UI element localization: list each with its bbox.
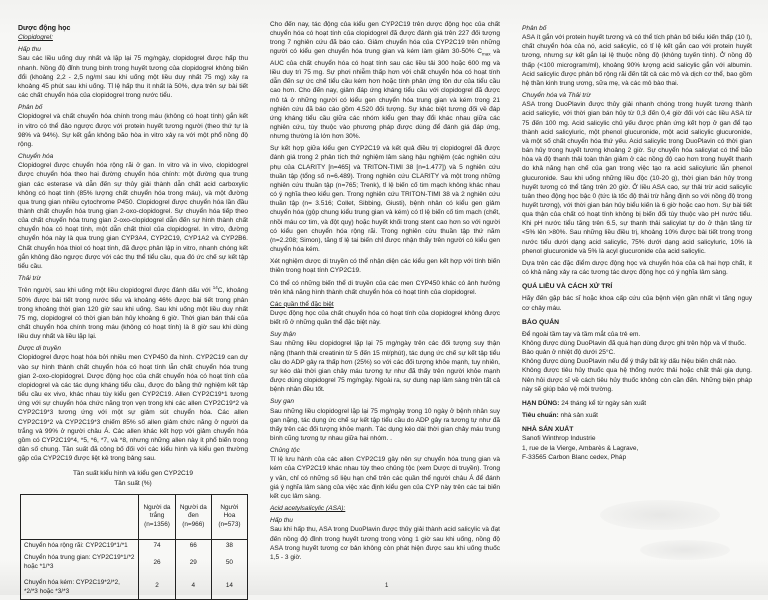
hepatic-text: Sau những liều clopidogrel lặp lại 75 mg/ngày trong 10 ngày ở bệnh nhân suy gan nặng, tác dụng ức chế sự kết tập tiểu cầu do ADP gây ra tương tự như đã thấy trên các đối tượng khỏe mạnh. Tác dụng kéo dài thời gian chảy máu trung bình cũng tương tự nhau giữa hai nhóm. . bbox=[270, 407, 500, 443]
absorption-text: Sau các liều uống duy nhất và lặp lại 75 mg/ngày, clopidogrel được hấp thu nhanh. Nồng độ đỉnh trung bình trong huyết tương của clopidogrel không biến đổi (khoảng 2,2 - 2,5 ng/ml sau khi uống một liều duy nhất 75 mg) xảy ra khoảng 45 phút sau khi uống. Tỉ lệ hấp thu ít nhất là 50%, dựa trên sự bài tiết các chất chuyển hóa của clopidogrel trong nước tiểu. bbox=[18, 55, 248, 100]
renal-heading: Suy thận bbox=[270, 331, 296, 339]
elimination-text-pre: Trên người, sau khi uống một liều clopidogrel được đánh dấu với bbox=[18, 287, 213, 295]
manufacturer-heading: NHÀ SẢN XUẤT bbox=[522, 426, 574, 434]
table-title: Tần suất kiểu hình và kiểu gen CYP2C19 bbox=[72, 470, 194, 478]
elimination-heading: Thải trừ bbox=[18, 275, 41, 283]
overdose-heading: QUÁ LIỀU VÀ CÁCH XỬ TRÍ bbox=[522, 283, 613, 291]
elimination-text bbox=[18, 283, 248, 341]
cell-value: 38 bbox=[211, 539, 247, 552]
distribution-text: Clopidogrel và chất chuyển hóa chính trong máu (không có hoạt tính) gắn kết in vitro có thể đảo ngược được với protein huyết tương người (theo thứ tự là 98% và 94%). Sự kết gắn không bão hòa in vitro xảy ra với một phổ nồng độ rộng. bbox=[18, 113, 248, 148]
paper-smudge bbox=[640, 540, 730, 560]
text-span: Cho đến nay, tác động của kiểu gen CYP2C19 trên dược động học của chất chuyển hóa có hoạt tính của clopidogrel đã được đánh giá trên 227 đối tượng trong 7 nghiên cứu đã báo cáo. Giảm chuyển hóa của CYP2C19 trên những người có kiểu gen chuyển hóa trung gian và kém làm giảm 30-50% C bbox=[270, 21, 500, 56]
cell-value: 2 bbox=[139, 573, 176, 599]
elimination-text-post: C, khoảng 50% được bài tiết trong nước tiểu và khoảng 46% được bài tiết trong phân trong khoảng thời gian 120 giờ sau khi uống. Sau khi uống một liều duy nhất 75 mg, clopidogrel có thời gian bán hủy khoảng 6 giờ. Thời gian bán thải của chất chuyển hóa chính trong máu (không có hoạt tính) là 8 giờ sau khi dùng liều duy nhất và liều lặp lại. bbox=[18, 287, 248, 341]
expiry-label: HẠN DÙNG: bbox=[522, 399, 560, 407]
section-title: Dược động học bbox=[18, 25, 71, 32]
interaction-conclusion-text: Dựa trên các đặc điểm dược động học và chuyển hóa của cả hai hợp chất, ít có khả năng xảy ra các tương tác dược động học có ý nghĩa lâm sàng. bbox=[522, 259, 752, 277]
manufacturer-line: 1, rue de la Vierge, Ambarès & Lagrave, bbox=[522, 444, 639, 452]
page-number: 1 bbox=[385, 583, 389, 589]
race-heading: Chủng tộc bbox=[270, 447, 300, 455]
genetic-variants-text: Có thể có những biến thể di truyền của các men CYP450 khác có ảnh hưởng trên khả năng hình thành chất chuyển hóa có hoạt tính của clopidogrel. bbox=[270, 279, 500, 296]
storage-line: Bảo quản ở nhiệt độ dưới 25°C. bbox=[522, 349, 616, 357]
cmax-subscript: max bbox=[481, 51, 491, 57]
table-header-cell: Người da đen (n=966) bbox=[175, 494, 211, 539]
absorption-heading: Hấp thu bbox=[18, 46, 41, 54]
genetic-testing-text: Xét nghiệm dược di truyền có thể nhận diện các kiểu gen kết hợp với tính biến thiên trong hoạt tính CYP2C19. bbox=[270, 258, 500, 275]
table-header-cell: Người Hoa (n=573) bbox=[211, 494, 247, 539]
expiry-line bbox=[522, 399, 752, 408]
isotope-superscript: 14 bbox=[212, 285, 218, 291]
asa-heading: Acid acetylsalicylic (ASA): bbox=[270, 505, 346, 513]
pharmacogenetics-heading: Dược di truyền bbox=[18, 345, 62, 353]
asa-metabolism-text: ASA trong DuoPlavin được thủy giải nhanh chóng trong huyết tương thành acid salicylic, với thời gian bán hủy từ 0,3 đến 0,4 giờ đối với các liều ASA từ 75 đến 100 mg. Acid salicylic chủ yếu được phản ứng kết hợp ở gan để tạo thành acid salicyluric, một phenol glucuronide, một acid salicylic glucuronide, và một số chất chuyển hóa thứ yếu. Acid salicylic trong DuoPlavin có thời gian bán hủy trong huyết tương khoảng 2 giờ. Sự chuyển hóa salicylat có thể bão hòa và độ thanh thải toàn thân giảm ở các nồng độ cao hơn trong huyết thanh do khả năng hạn chế của gan trong việc tạo ra acid salicyluric lẫn phenol glucuronide. Sau khi uống những liều độc (10-20 g), thời gian bán hủy trong huyết tương có thể tăng trên 20 giờ. Ở liều ASA cao, sự thải trừ acid salicylic tuân theo động học bậc 0 (tức là tốc độ thải trừ hằng định so với nồng độ trong huyết tương), với thời gian bán hủy biểu kiến là 6 giờ hoặc cao hơn. Sự bài tiết qua thận của chất có hoạt tính không bị biến đổi tùy thuộc vào pH nước tiểu. Khi pH nước tiểu tăng trên 6.5, sự thanh thải salicylat tự do ở thận tăng từ <5% lên >80%. Sau những liều điều trị, khoảng 10% được bài tiết trong trong nước tiểu dưới dạng acid salicylic, 75% dưới dạng acid salicyluric, 10% là phenol glucuronide và 5% là acyl glucuronide của acid salicylic. bbox=[522, 101, 752, 255]
special-populations-text: Dược động học của chất chuyển hóa có hoạt tính của clopidogrel không được biết rõ ở những quần thể đặc biệt này. bbox=[270, 309, 500, 327]
overdose-text: Hãy đến gặp bác sĩ hoặc khoa cấp cứu của bệnh viện gần nhất vì tăng nguy cơ chảy máu. bbox=[522, 295, 752, 312]
storage-line: Không được tiêu hủy thuốc qua hệ thống nước thải hoặc chất thải gia dụng. Nên hỏi dược sĩ về cách tiêu hủy thuốc không còn cần đến. Những biện pháp này sẽ giúp bảo vệ môi trường. bbox=[522, 367, 752, 393]
expiry-value: 24 tháng kể từ ngày sản xuất bbox=[559, 399, 647, 407]
manufacturer-line: Sanofi Winthrop Industrie bbox=[522, 435, 596, 443]
hepatic-heading: Suy gan bbox=[270, 398, 295, 406]
asa-absorption-heading: Hấp thu bbox=[270, 517, 293, 525]
asa-distribution-text: ASA ít gắn với protein huyết tương và có thể tích phân bố biểu kiến thấp (10 l), chất chuyển hóa của nó, acid salicylic, có tỉ lệ kết gắn cao với protein huyết tương, nhưng sự kết gắn lại lệ thuộc nồng độ (không tuyến tính). Ở nồng độ thấp (<100 microgram/ml), khoảng 90% lượng acid salicylic gắn với albumin. Acid salicylic được phân bố rộng rãi đến tất cả các mô và dịch cơ thể, bao gồm hệ thần kinh trung ương, sữa mẹ, và các mô bào thai. bbox=[522, 34, 752, 87]
metabolism-heading: Chuyển hóa bbox=[18, 153, 54, 161]
table-header-cell: Người da trắng (n=1356) bbox=[139, 494, 176, 539]
cell-value: 74 bbox=[139, 539, 176, 552]
row-label: Chuyển hóa rộng rãi: CYP2C19*1/*1 bbox=[21, 539, 139, 552]
cell-value: 14 bbox=[211, 573, 247, 599]
table-subtitle: Tần suất (%) bbox=[114, 479, 152, 487]
cell-value: 66 bbox=[175, 539, 211, 552]
text-span: và AUC của chất chuyển hóa có hoạt tính sau các liều tải 300 hoặc 600 mg và liều duy trì 75 mg. Sự phơi nhiễm thấp hơn với chất chuyển hóa có hoạt tính dẫn đến sự ức chế tiểu cầu kém hơn hoặc tính phản ứng tồn dư của tiểu cầu cao hơn. Cho đến nay, giảm đáp ứng kháng tiểu cầu với clopidogrel đã được mô tả ở những người có kiểu gen chuyển hóa trung gian và kém trong 21 nghiên cứu đã báo cáo gồm 4.520 đối tượng. Sự khác biệt tương đối về đáp ứng kháng tiểu cầu giữa các nhóm kiểu gen thay đổi khác nhau giữa các nghiên cứu, tùy thuộc vào phương pháp được dùng để đánh giá đáp ứng, nhưng thường là lớn hơn 30%. bbox=[270, 48, 501, 141]
asa-metabolism-heading: Chuyển hóa và Thải trừ bbox=[522, 92, 591, 100]
row-label: Chuyển hóa trung gian: CYP2C19*1/*2 hoặc *1/*3 bbox=[21, 552, 139, 573]
storage-line: Không được dùng DuoPlavin nếu để ý thấy bất kỳ dấu hiệu biến chất nào. bbox=[522, 358, 737, 366]
manufacturer-line: F-33565 Carbon Blanc cedex, Pháp bbox=[522, 453, 627, 461]
row-label: Chuyển hóa kém: CYP2C19*2/*2, *2/*3 hoặc *3/*3 bbox=[21, 573, 139, 599]
clinical-outcome-text: Sự kết hợp giữa kiểu gen CYP2C19 và kết quả điều trị clopidogrel đã được đánh giá trong 2 phân tích thử nghiệm lâm sàng hậu nghiệm (các nghiên cứu phụ của CLARITY [n=465] và TRITON-TIMI 38 [n=1.477]) và 5 nghiên cứu thuần tập (tổng số n=6.489). Trong nghiên cứu CLARITY và một trong những nghiên cứu thuần tập (n=765; Trenk), tỉ lệ biến cố tim mạch không khác nhau có ý nghĩa theo kiểu gen. Trong nghiên cứu TRITON-TIMI 38 và 2 nghiên cứu thuần tập (n= 3.516; Collet, Sibbing, Giusti), bệnh nhân có kiểu gen giảm chuyển hóa (gộp chung kiểu trung gian và kém) có tỉ lệ biến cố tim mạch (chết, nhồi máu cơ tim, và đột quỵ) hoặc huyết khối trong stent cao hơn so với người có kiểu gen chuyển hóa rộng rãi. Trong nghiên cứu thuần tập thứ năm (n=2.208; Simon), tăng tỉ lệ tai biến chỉ được nhận thấy trên người có kiểu gen chuyển hóa kém. bbox=[270, 145, 500, 254]
cell-value: 50 bbox=[211, 552, 247, 573]
pharmacogenetics-text: Clopidogrel được hoạt hóa bởi nhiều men CYP450 đa hình. CYP2C19 can dự vào sự hình thành chất chuyển hóa có hoạt tính lẫn chất chuyển hóa trung gian 2-oxo-clopidogrel. Dược động học của chất chuyển hóa có hoạt tính của clopidogrel và các tác dụng kháng tiểu cầu, được đo bằng thử nghiệm kết tập tiểu cầu ex vivo, khác nhau tùy kiểu gen CYP2C19. Allen CYP2C19*1 tương ứng với sự chuyển hóa chức năng trọn vẹn trong khi các allen CYP2C19*2 và CYP2C19*3 tương ứng với một sự giảm sút chuyển hóa. Các allen CYP2C19*2 và CYP2C19*3 chiếm 85% số allen giảm chức năng ở người da trắng và 99% ở người châu Á. Các allen khác kết hợp với giảm chuyển hóa gồm có CYP2C19*4, *5, *6, *7, và *8, nhưng những allen này ít phổ biến trong dân số chung. Tần suất đã công bố đối với các kiểu hình và kiểu gen thường gặp của CYP2C19 được liệt kê trong bảng sau. bbox=[18, 354, 248, 463]
storage-line: Không được dùng DuoPlavin đã quá hạn dùng được ghi trên hộp và vỉ thuốc. bbox=[522, 340, 747, 347]
cell-value: 4 bbox=[175, 573, 211, 599]
table-row bbox=[21, 539, 248, 552]
table-header-row bbox=[21, 494, 248, 539]
race-text: Tỉ lệ lưu hành của các allen CYP2C19 gây nên sự chuyển hóa trung gian và kém của CYP2C19 khác nhau tùy theo chủng tộc (xem Dược di truyền). Trong y văn, chỉ có những số liệu hạn chế trên các quần thể người châu Á để đánh giá ý nghĩa lâm sàng của việc xác định kiểu gen của CYP này trên các tai biến kết cục lâm sàng. bbox=[270, 456, 500, 500]
asa-absorption-text: Sau khi hấp thu, ASA trong DuoPlavin được thủy giải thành acid salicylic và đạt đến nồng độ đỉnh trong huyết tương trong vòng 1 giờ sau khi uống, nồng độ ASA trong huyết tương cơ bản không còn phát hiện được sau khi uống thuốc 1,5 - 3 giờ. bbox=[270, 526, 500, 561]
renal-text: Sau những liều clopidogrel lặp lại 75 mg/ngày trên các đối tượng suy thận nặng (thanh thải creatinin từ 5 đến 15 ml/phút), tác dụng ức chế sự kết tập tiểu cầu do ADP gây ra thấp hơn (25%) so với các đối tượng khỏe mạnh, tuy nhiên, sự kéo dài thời gian chảy máu tương tự như đã thấy trên người khỏe mạnh được dùng clopidogrel 75 mg/ngày. Ngoài ra, sự dung nạp lâm sàng trên tất cả bệnh nhân đều tốt. bbox=[270, 340, 500, 394]
column-right bbox=[522, 24, 752, 462]
storage-heading: BẢO QUẢN bbox=[522, 318, 560, 326]
cyp2c19-frequency-table bbox=[20, 494, 248, 600]
metabolism-text: Clopidogrel được chuyển hóa rộng rãi ở gan. In vitro và in vivo, clopidogrel được chuyển hóa theo hai đường chuyển hóa chính: một đường qua trung gian các esterase và dẫn đến sự thủy giải thành dẫn chất acid carboxylic không có hoạt tính (85% lượng chất chuyển hóa trong máu), và một đường qua trung gian nhiều cytochrome P450. Clopidogrel được chuyển hóa lần đầu thành chất chuyển hóa trung gian 2-oxo-clopidogrel. Sự chuyển hóa tiếp theo của chất chuyển hóa trung gian 2-oxo-clopidogrel dẫn đến sự hình thành chất chuyển hóa có hoạt tính, một dẫn chất thiol của clopidogrel. In vitro, đường chuyển hóa này là qua trung gian CYP3A4, CYP2C19, CYP1A2 và CYP2B6. Chất chuyển hóa thiol có hoạt tính, đã được phân lập in vitro, nhanh chóng kết gắn không đảo ngược được với các thụ thể tiểu cầu, qua đó ức chế sự kết tập tiểu cầu. bbox=[18, 162, 248, 270]
column-left bbox=[18, 24, 248, 600]
asa-distribution-heading: Phân bố bbox=[522, 25, 547, 32]
distribution-heading: Phân bố bbox=[18, 104, 43, 112]
special-populations-heading: Các quần thể đặc biệt bbox=[270, 300, 334, 308]
standard-line bbox=[522, 411, 752, 420]
cell-value: 26 bbox=[139, 552, 176, 573]
clopidogrel-heading: Clopidogrel: bbox=[18, 34, 53, 42]
table-header-cell bbox=[21, 494, 139, 539]
paper-smudge bbox=[600, 500, 720, 530]
table-row bbox=[21, 552, 248, 573]
standard-label: Tiêu chuẩn: bbox=[522, 412, 559, 420]
column-middle bbox=[270, 20, 500, 565]
storage-line: Để ngoài tầm tay và tầm mắt của trẻ em. bbox=[522, 330, 641, 338]
table-row bbox=[21, 573, 248, 599]
standard-value: nhà sản xuất bbox=[558, 412, 598, 420]
cyp2c19-impact-text bbox=[270, 20, 500, 141]
cell-value: 29 bbox=[175, 552, 211, 573]
